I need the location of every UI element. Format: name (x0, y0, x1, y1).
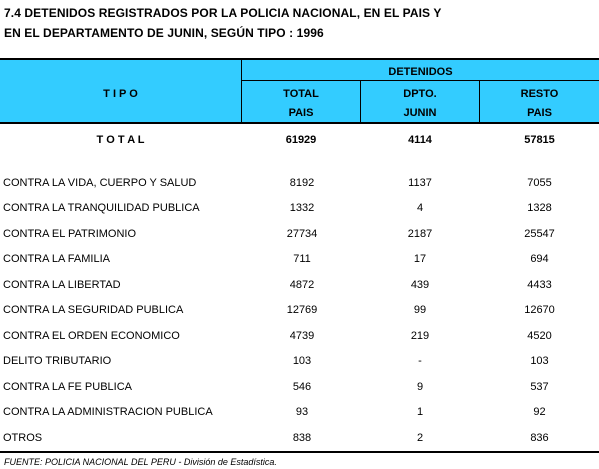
header-tipo: T I P O (103, 88, 138, 100)
total-pais-value: 61929 (285, 134, 317, 146)
total-label: T O T A L (96, 134, 145, 146)
header-junin-line1: DPTO. (403, 88, 437, 100)
table-row (0, 304, 599, 324)
header-bottom-border (0, 122, 599, 124)
header-top-border (0, 58, 599, 60)
row-junin: 219 (410, 330, 430, 342)
table-row (0, 253, 599, 273)
row-label: DELITO TRIBUTARIO (3, 355, 112, 367)
row-label: CONTRA LA FE PUBLICA (3, 381, 132, 393)
row-resto-pais: 92 (533, 406, 546, 418)
table-row (0, 406, 599, 426)
row-label: CONTRA EL ORDEN ECONOMICO (3, 330, 180, 342)
table-row (0, 228, 599, 248)
table-row (0, 355, 599, 375)
row-total-pais: 8192 (289, 177, 315, 189)
row-label: CONTRA LA TRANQUILIDAD PUBLICA (3, 202, 200, 214)
row-resto-pais: 4433 (527, 279, 552, 291)
row-total-pais: 12769 (286, 304, 318, 316)
header-resto-pais-line2: PAIS (527, 107, 552, 119)
row-resto-pais: 537 (530, 381, 549, 393)
row-label: CONTRA EL PATRIMONIO (3, 228, 137, 240)
row-resto-pais: 103 (530, 355, 549, 367)
header-junin-line2: JUNIN (403, 107, 437, 119)
row-label: CONTRA LA LIBERTAD (3, 279, 121, 291)
row-total-pais: 838 (292, 432, 312, 444)
row-junin: - (418, 355, 422, 367)
row-junin: 9 (416, 381, 424, 393)
row-total-pais: 1332 (289, 202, 315, 214)
header-detenidos: DETENIDOS (388, 66, 453, 78)
row-resto-pais: 836 (530, 432, 549, 444)
table-bottom-border (0, 451, 599, 453)
row-resto-pais: 694 (530, 253, 549, 265)
row-junin: 2 (416, 432, 424, 444)
row-label: CONTRA LA VIDA, CUERPO Y SALUD (3, 177, 197, 189)
row-label: OTROS (3, 432, 43, 444)
row-junin: 1137 (408, 177, 432, 189)
table-row (0, 432, 599, 452)
row-junin: 1 (416, 406, 424, 418)
row-total-pais: 93 (295, 406, 309, 418)
row-label: CONTRA LA SEGURIDAD PUBLICA (3, 304, 184, 316)
row-total-pais: 546 (292, 381, 312, 393)
table-title-line-1: 7.4 DETENIDOS REGISTRADOS POR LA POLICIA NACIONAL, EN EL PAIS Y (4, 6, 442, 20)
row-resto-pais: 1328 (527, 202, 552, 214)
row-resto-pais: 7055 (527, 177, 552, 189)
source-note: FUENTE: POLICIA NACIONAL DEL PERU - División de Estadística. (4, 457, 277, 467)
row-resto-pais: 25547 (524, 228, 555, 240)
row-label: CONTRA LA ADMINISTRACION PUBLICA (3, 406, 213, 418)
table-row (0, 279, 599, 299)
row-junin: 439 (410, 279, 430, 291)
row-total-pais: 711 (293, 253, 311, 265)
total-junin-value: 4114 (408, 134, 432, 146)
row-total-pais: 4872 (289, 279, 315, 291)
row-junin: 17 (413, 253, 427, 265)
table-title-line-2: EN EL DEPARTAMENTO DE JUNIN, SEGÚN TIPO : 1996 (4, 26, 324, 40)
row-total-pais: 4739 (289, 330, 315, 342)
row-total-pais: 27734 (286, 228, 318, 240)
row-resto-pais: 4520 (527, 330, 552, 342)
table-row (0, 381, 599, 401)
row-label: CONTRA LA FAMILIA (3, 253, 110, 265)
table-row (0, 202, 599, 222)
header-total-pais-line2: PAIS (288, 107, 314, 119)
row-junin: 4 (416, 202, 424, 214)
table-row (0, 177, 599, 197)
row-junin: 2187 (407, 228, 433, 240)
row-total-pais: 103 (292, 355, 312, 367)
header-resto-pais-line1: RESTO (520, 88, 559, 100)
header-total-pais-line1: TOTAL (283, 88, 319, 100)
total-resto-pais-value: 57815 (524, 134, 555, 146)
row-junin: 99 (413, 304, 427, 316)
row-resto-pais: 12670 (524, 304, 555, 316)
table-row (0, 330, 599, 350)
header-mid-border (242, 80, 599, 81)
